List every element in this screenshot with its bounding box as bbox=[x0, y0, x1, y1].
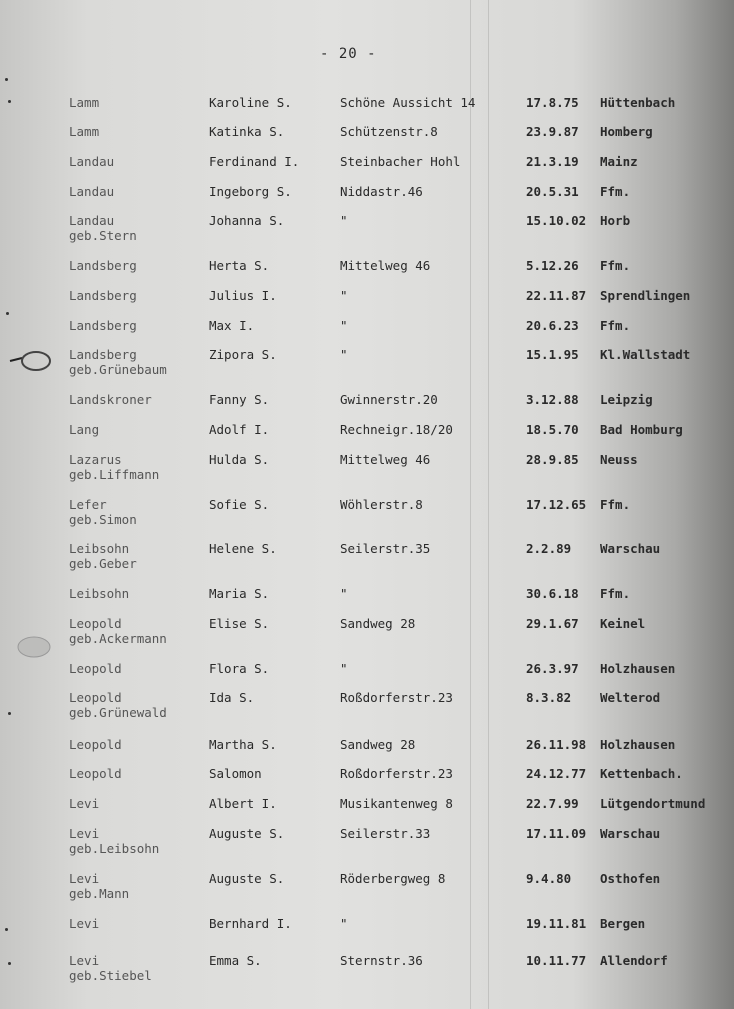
birth-place: Keinel bbox=[600, 616, 646, 631]
surname: Levi bbox=[69, 796, 100, 811]
birth-place: Allendorf bbox=[600, 953, 668, 968]
given-name: Ingeborg S. bbox=[209, 184, 292, 199]
birth-date: 17.11.09 bbox=[526, 826, 587, 841]
birth-date: 30.6.18 bbox=[526, 586, 579, 601]
address: " bbox=[340, 288, 348, 303]
given-name: Julius I. bbox=[209, 288, 277, 303]
given-name: Salomon bbox=[209, 766, 262, 781]
birth-date: 17.8.75 bbox=[526, 95, 579, 110]
birth-date: 15.1.95 bbox=[526, 347, 579, 362]
birth-place: Welterod bbox=[600, 690, 661, 705]
birth-date: 22.7.99 bbox=[526, 796, 579, 811]
address: Schöne Aussicht 14 bbox=[340, 95, 476, 110]
address: Seilerstr.35 bbox=[340, 541, 431, 556]
given-name: Ferdinand I. bbox=[209, 154, 300, 169]
given-name: Karoline S. bbox=[209, 95, 292, 110]
margin-dot bbox=[5, 78, 8, 81]
given-name: Albert I. bbox=[209, 796, 277, 811]
birth-place: Kettenbach. bbox=[600, 766, 683, 781]
given-name: Auguste S. bbox=[209, 826, 285, 841]
address: Roßdorferstr.23 bbox=[340, 690, 453, 705]
surname: Landau bbox=[69, 154, 115, 169]
page-number: - 20 - bbox=[320, 46, 377, 62]
surname: Lang bbox=[69, 422, 100, 437]
address: Schützenstr.8 bbox=[340, 124, 438, 139]
birth-date: 9.4.80 bbox=[526, 871, 572, 886]
birth-place: Lütgendortmund bbox=[600, 796, 706, 811]
surname: Leibsohn bbox=[69, 541, 130, 556]
margin-dot bbox=[8, 712, 11, 715]
margin-dot bbox=[5, 928, 8, 931]
birth-place: Osthofen bbox=[600, 871, 661, 886]
surname: Landskroner bbox=[69, 392, 152, 407]
punch-hole-mark bbox=[8, 346, 52, 376]
maiden-name: geb.Leibsohn bbox=[69, 841, 160, 856]
margin-dot bbox=[8, 962, 11, 965]
birth-place: Ffm. bbox=[600, 318, 631, 333]
given-name: Maria S. bbox=[209, 586, 270, 601]
birth-place: Holzhausen bbox=[600, 661, 676, 676]
maiden-name: geb.Geber bbox=[69, 556, 137, 571]
given-name: Johanna S. bbox=[209, 213, 285, 228]
address: " bbox=[340, 916, 348, 931]
address: Gwinnerstr.20 bbox=[340, 392, 438, 407]
address: Sternstr.36 bbox=[340, 953, 423, 968]
surname: Landsberg bbox=[69, 347, 137, 362]
birth-place: Sprendlingen bbox=[600, 288, 691, 303]
maiden-name: geb.Ackermann bbox=[69, 631, 167, 646]
address: Rechneigr.18/20 bbox=[340, 422, 453, 437]
birth-date: 18.5.70 bbox=[526, 422, 579, 437]
birth-place: Ffm. bbox=[600, 497, 631, 512]
maiden-name: geb.Stern bbox=[69, 228, 137, 243]
birth-date: 23.9.87 bbox=[526, 124, 579, 139]
address: Roßdorferstr.23 bbox=[340, 766, 453, 781]
address: " bbox=[340, 213, 348, 228]
given-name: Katinka S. bbox=[209, 124, 285, 139]
given-name: Emma S. bbox=[209, 953, 262, 968]
surname: Landau bbox=[69, 184, 115, 199]
surname: Landsberg bbox=[69, 258, 137, 273]
given-name: Bernhard I. bbox=[209, 916, 292, 931]
birth-date: 22.11.87 bbox=[526, 288, 587, 303]
surname: Levi bbox=[69, 953, 100, 968]
birth-place: Bad Homburg bbox=[600, 422, 683, 437]
maiden-name: geb.Liffmann bbox=[69, 467, 160, 482]
birth-place: Bergen bbox=[600, 916, 646, 931]
surname: Leopold bbox=[69, 737, 122, 752]
birth-date: 15.10.02 bbox=[526, 213, 587, 228]
address: Wöhlerstr.8 bbox=[340, 497, 423, 512]
birth-place: Warschau bbox=[600, 826, 661, 841]
address: Steinbacher Hohl bbox=[340, 154, 461, 169]
birth-place: Holzhausen bbox=[600, 737, 676, 752]
birth-place: Hüttenbach bbox=[600, 95, 676, 110]
address: " bbox=[340, 661, 348, 676]
birth-date: 2.2.89 bbox=[526, 541, 572, 556]
surname: Leopold bbox=[69, 616, 122, 631]
birth-date: 24.12.77 bbox=[526, 766, 587, 781]
birth-place: Leipzig bbox=[600, 392, 653, 407]
given-name: Zipora S. bbox=[209, 347, 277, 362]
address: Mittelweg 46 bbox=[340, 452, 431, 467]
surname: Leopold bbox=[69, 690, 122, 705]
given-name: Sofie S. bbox=[209, 497, 270, 512]
birth-date: 26.3.97 bbox=[526, 661, 579, 676]
birth-date: 29.1.67 bbox=[526, 616, 579, 631]
surname: Leopold bbox=[69, 661, 122, 676]
given-name: Max I. bbox=[209, 318, 255, 333]
address: " bbox=[340, 347, 348, 362]
surname: Levi bbox=[69, 916, 100, 931]
margin-dot bbox=[8, 100, 11, 103]
birth-date: 28.9.85 bbox=[526, 452, 579, 467]
birth-date: 26.11.98 bbox=[526, 737, 587, 752]
maiden-name: geb.Simon bbox=[69, 512, 137, 527]
birth-place: Ffm. bbox=[600, 258, 631, 273]
surname: Lefer bbox=[69, 497, 107, 512]
given-name: Fanny S. bbox=[209, 392, 270, 407]
address: Niddastr.46 bbox=[340, 184, 423, 199]
address: Röderbergweg 8 bbox=[340, 871, 446, 886]
maiden-name: geb.Grünebaum bbox=[69, 362, 167, 377]
surname: Landau bbox=[69, 213, 115, 228]
address: Sandweg 28 bbox=[340, 737, 416, 752]
address: Musikantenweg 8 bbox=[340, 796, 453, 811]
address: Mittelweg 46 bbox=[340, 258, 431, 273]
surname: Landsberg bbox=[69, 318, 137, 333]
birth-date: 8.3.82 bbox=[526, 690, 572, 705]
birth-place: Warschau bbox=[600, 541, 661, 556]
given-name: Hulda S. bbox=[209, 452, 270, 467]
address: Seilerstr.33 bbox=[340, 826, 431, 841]
given-name: Auguste S. bbox=[209, 871, 285, 886]
birth-date: 3.12.88 bbox=[526, 392, 579, 407]
birth-place: Horb bbox=[600, 213, 631, 228]
given-name: Ida S. bbox=[209, 690, 255, 705]
given-name: Helene S. bbox=[209, 541, 277, 556]
birth-place: Homberg bbox=[600, 124, 653, 139]
birth-place: Ffm. bbox=[600, 184, 631, 199]
maiden-name: geb.Grünewald bbox=[69, 705, 167, 720]
surname: Lazarus bbox=[69, 452, 122, 467]
given-name: Martha S. bbox=[209, 737, 277, 752]
surname: Lamm bbox=[69, 124, 100, 139]
birth-place: Kl.Wallstadt bbox=[600, 347, 691, 362]
given-name: Flora S. bbox=[209, 661, 270, 676]
birth-date: 19.11.81 bbox=[526, 916, 587, 931]
address: " bbox=[340, 586, 348, 601]
given-name: Elise S. bbox=[209, 616, 270, 631]
birth-date: 10.11.77 bbox=[526, 953, 587, 968]
address: " bbox=[340, 318, 348, 333]
maiden-name: geb.Stiebel bbox=[69, 968, 152, 983]
surname: Leopold bbox=[69, 766, 122, 781]
birth-place: Neuss bbox=[600, 452, 638, 467]
fold-line bbox=[470, 0, 471, 1009]
surname: Leibsohn bbox=[69, 586, 130, 601]
fold-line bbox=[488, 0, 489, 1009]
surname: Landsberg bbox=[69, 288, 137, 303]
maiden-name: geb.Mann bbox=[69, 886, 130, 901]
surname: Levi bbox=[69, 826, 100, 841]
birth-date: 20.5.31 bbox=[526, 184, 579, 199]
birth-date: 20.6.23 bbox=[526, 318, 579, 333]
surname: Levi bbox=[69, 871, 100, 886]
birth-date: 17.12.65 bbox=[526, 497, 587, 512]
birth-date: 21.3.19 bbox=[526, 154, 579, 169]
margin-dot bbox=[6, 312, 9, 315]
birth-place: Mainz bbox=[600, 154, 638, 169]
birth-date: 5.12.26 bbox=[526, 258, 579, 273]
address: Sandweg 28 bbox=[340, 616, 416, 631]
punch-hole-mark bbox=[10, 632, 54, 662]
surname: Lamm bbox=[69, 95, 100, 110]
given-name: Adolf I. bbox=[209, 422, 270, 437]
birth-place: Ffm. bbox=[600, 586, 631, 601]
given-name: Herta S. bbox=[209, 258, 270, 273]
